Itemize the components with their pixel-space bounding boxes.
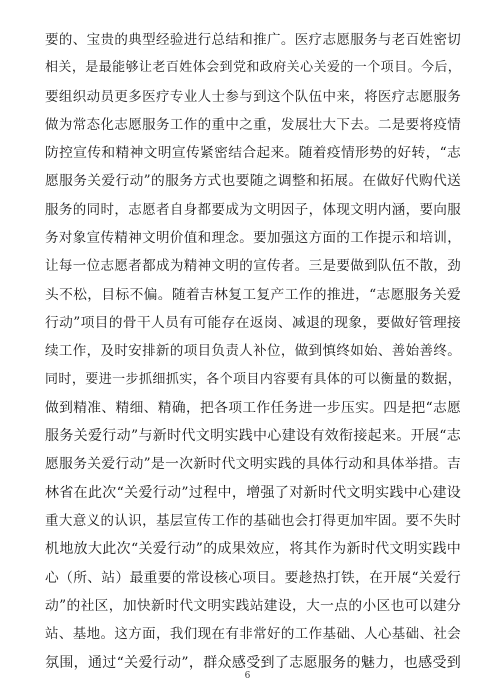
text-line: 愿服务关爱行动”的服务方式也要随之调整和拓展。在做好代购代送	[45, 173, 461, 190]
text-line: 要组织动员更多医疗专业人士参与到这个队伍中来，将医疗志愿服务	[45, 88, 461, 105]
text-line: 行动”项目的骨干人员有可能存在返岗、减退的现象，要做好管理接	[45, 314, 461, 331]
text-line: 氛围，通过“关爱行动”，群众感受到了志愿服务的魅力，也感受到	[45, 654, 461, 671]
text-line: 服务关爱行动”与新时代文明实践中心建设有效衔接起来。开展“志	[45, 428, 461, 445]
text-line: 服务的同时，志愿者自身都要成为文明因子，体现文明内涵，要向服	[45, 201, 461, 218]
text-line: 同时，要进一步抓细抓实，各个项目内容要有具体的可以衡量的数据，	[45, 371, 461, 387]
text-line: 让每一位志愿者都成为精神文明的宣传者。三是要做到队伍不散，劲	[45, 258, 461, 275]
text-line: 要的、宝贵的典型经验进行总结和推广。医疗志愿服务与老百姓密切	[45, 32, 461, 48]
text-line: 相关，是最能够让老百姓体会到党和政府关心关爱的一个项目。今后，	[45, 60, 461, 76]
text-line: 愿服务关爱行动”是一次新时代文明实践的具体行动和具体举措。吉	[45, 456, 461, 473]
text-line: 务对象宣传精神文明价值和理念。要加强这方面的工作提示和培训，	[45, 230, 461, 247]
body-text	[45, 26, 461, 677]
text-line: 防控宣传和精神文明宣传紧密结合起来。随着疫情形势的好转，“志	[45, 145, 461, 162]
text-line: 机地放大此次“关爱行动”的成果效应，将其作为新时代文明实践中	[45, 541, 461, 558]
text-line: 续工作，及时安排新的项目负责人补位，做到慎终如始、善始善终。	[45, 343, 461, 360]
text-line: 站、基地。这方面，我们现在有非常好的工作基础、人心基础、社会	[45, 626, 461, 643]
text-line: 重大意义的认识，基层宣传工作的基础也会打得更加牢固。要不失时	[45, 513, 461, 530]
text-line: 动”的社区，加快新时代文明实践站建设，大一点的小区也可以建分	[45, 597, 461, 614]
text-line: 做为常态化志愿服务工作的重中之重，发展壮大下去。二是要将疫情	[45, 116, 461, 133]
text-line: 心（所、站）最重要的常设核心项目。要趁热打铁，在开展“关爱行	[45, 569, 461, 586]
text-line: 做到精准、精细、精确，把各项工作任务进一步压实。四是把“志愿	[45, 399, 461, 416]
text-line: 头不松，目标不偏。随着吉林复工复产工作的推进，“志愿服务关爱	[45, 286, 461, 303]
page-number: 6	[244, 671, 251, 681]
text-line: 林省在此次“关爱行动”过程中，增强了对新时代文明实践中心建设	[45, 484, 461, 501]
